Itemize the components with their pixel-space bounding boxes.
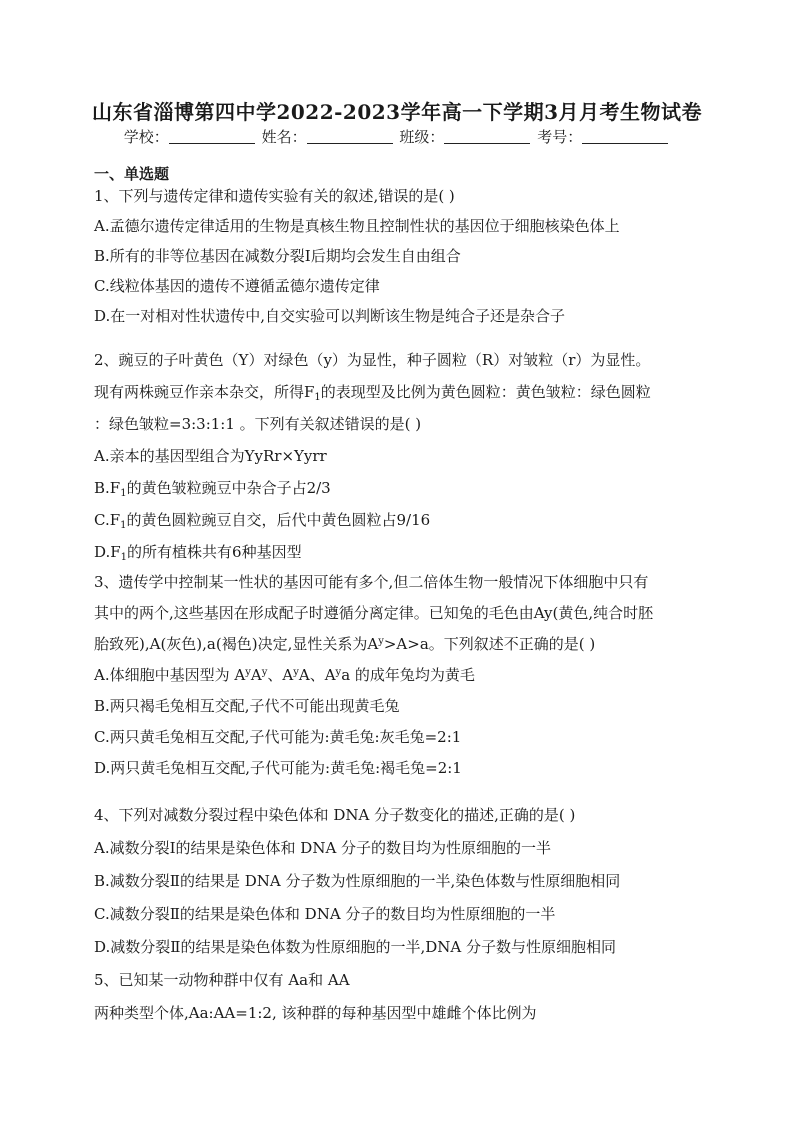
school-blank[interactable] (169, 129, 255, 144)
question-5-line-1: 5、已知某一动物种群中仅有 Aa和 AA (94, 971, 350, 989)
name-label: 姓名： (261, 128, 307, 146)
question-1-option-b: B.所有的非等位基因在减数分裂I后期均会发生自由组合 (94, 247, 461, 265)
question-3 (94, 567, 706, 784)
question-4-option-c: C.减数分裂Ⅱ的结果是染色体和 DNA 分子的数目均为性原细胞的一半 (94, 905, 556, 923)
question-3-option-c: C.两只黄毛兔相互交配,子代可能为:黄毛兔:灰毛兔=2:1 (94, 728, 462, 746)
school-label: 学校： (123, 128, 169, 146)
question-3-line-1: 3、遗传学中控制某一性状的基因可能有多个,但二倍体生物一般情况下体细胞中只有 (94, 573, 649, 591)
question-2-line-2: 现有两株豌豆作亲本杂交，所得$F_1$的表现型及比例为黄色圆粒：黄色皱粒：绿色圆粒 (94, 383, 651, 403)
question-3-line-3: 胎致死),A(灰色),a(褐色)决定,显性关系为$A^y>A>a$。下列叙述不正确的是( ) (94, 635, 596, 653)
question-1 (94, 181, 706, 331)
question-1-stem: 1、下列与遗传定律和遗传实验有关的叙述,错误的是( ) (94, 187, 455, 205)
question-2 (94, 344, 706, 568)
student-info-line (0, 126, 794, 147)
question-2-option-d: $D.F_1$的所有植株共有6种基因型 (94, 543, 302, 563)
question-4-option-b: B.减数分裂Ⅱ的结果是 DNA 分子数为性原细胞的一半,染色体数与性原细胞相同 (94, 872, 621, 890)
question-3-option-d: D.两只黄毛兔相互交配,子代可能为:黄毛兔:褐毛兔=2:1 (94, 759, 462, 777)
question-5-line-2: 两种类型个体,Aa:AA=1:2, 该种群的每种基因型中雄雌个体比例为 (94, 1004, 537, 1022)
question-3-option-a: A.体细胞中基因型为 $A^yA^y$、$A^yA$、$A^ya$ 的成年兔均为黄毛 (94, 666, 475, 684)
question-4-option-a: A.减数分裂Ⅰ的结果是染色体和 DNA 分子的数目均为性原细胞的一半 (94, 839, 552, 857)
class-label: 班级： (399, 128, 445, 146)
question-2-option-a: A.亲本的基因型组合为YyRr×Yyrr (94, 447, 327, 465)
question-2-line-3: ：绿色皱粒=3:3:1:1 。下列有关叙述错误的是( ) (94, 415, 422, 433)
question-5 (94, 964, 706, 1030)
question-2-option-c: $C.F_1$的黄色圆粒豌豆自交，后代中黄色圆粒占9/16 (94, 511, 431, 531)
name-blank[interactable] (307, 129, 393, 144)
exam-title: 山东省淄博第四中学2022-2023学年高一下学期3月月考生物试卷 (91, 100, 703, 124)
question-4-stem: 4、下列对减数分裂过程中染色体和 DNA 分子数变化的描述,正确的是( ) (94, 806, 576, 824)
question-4-option-d: D.减数分裂Ⅱ的结果是染色体数为性原细胞的一半,DNA 分子数与性原细胞相同 (94, 938, 616, 956)
question-4 (94, 799, 706, 964)
question-1-option-a: A.孟德尔遗传定律适用的生物是真核生物且控制性状的基因位于细胞核染色体上 (94, 217, 620, 235)
question-2-option-b: $B.F_1$的黄色皱粒豌豆中杂合子占2/3 (94, 479, 331, 499)
section-title: 一、单选题 (94, 165, 170, 183)
question-1-option-c: C.线粒体基因的遗传不遵循孟德尔遗传定律 (94, 277, 380, 295)
exam-number-label: 考号： (537, 128, 583, 146)
question-3-line-2: 其中的两个,这些基因在形成配子时遵循分离定律。已知兔的毛色由Ay(黄色,纯合时胚 (94, 604, 654, 622)
class-blank[interactable] (444, 129, 530, 144)
question-3-option-b: B.两只褐毛兔相互交配,子代不可能出现黄毛兔 (94, 697, 400, 715)
question-2-line-1: 2、豌豆的子叶黄色（Y）对绿色（y）为显性，种子圆粒（R）对皱粒（r）为显性。 (94, 351, 651, 369)
exam-number-blank[interactable] (582, 129, 668, 144)
question-1-option-d: D.在一对相对性状遗传中,自交实验可以判断该生物是纯合子还是杂合子 (94, 307, 566, 325)
